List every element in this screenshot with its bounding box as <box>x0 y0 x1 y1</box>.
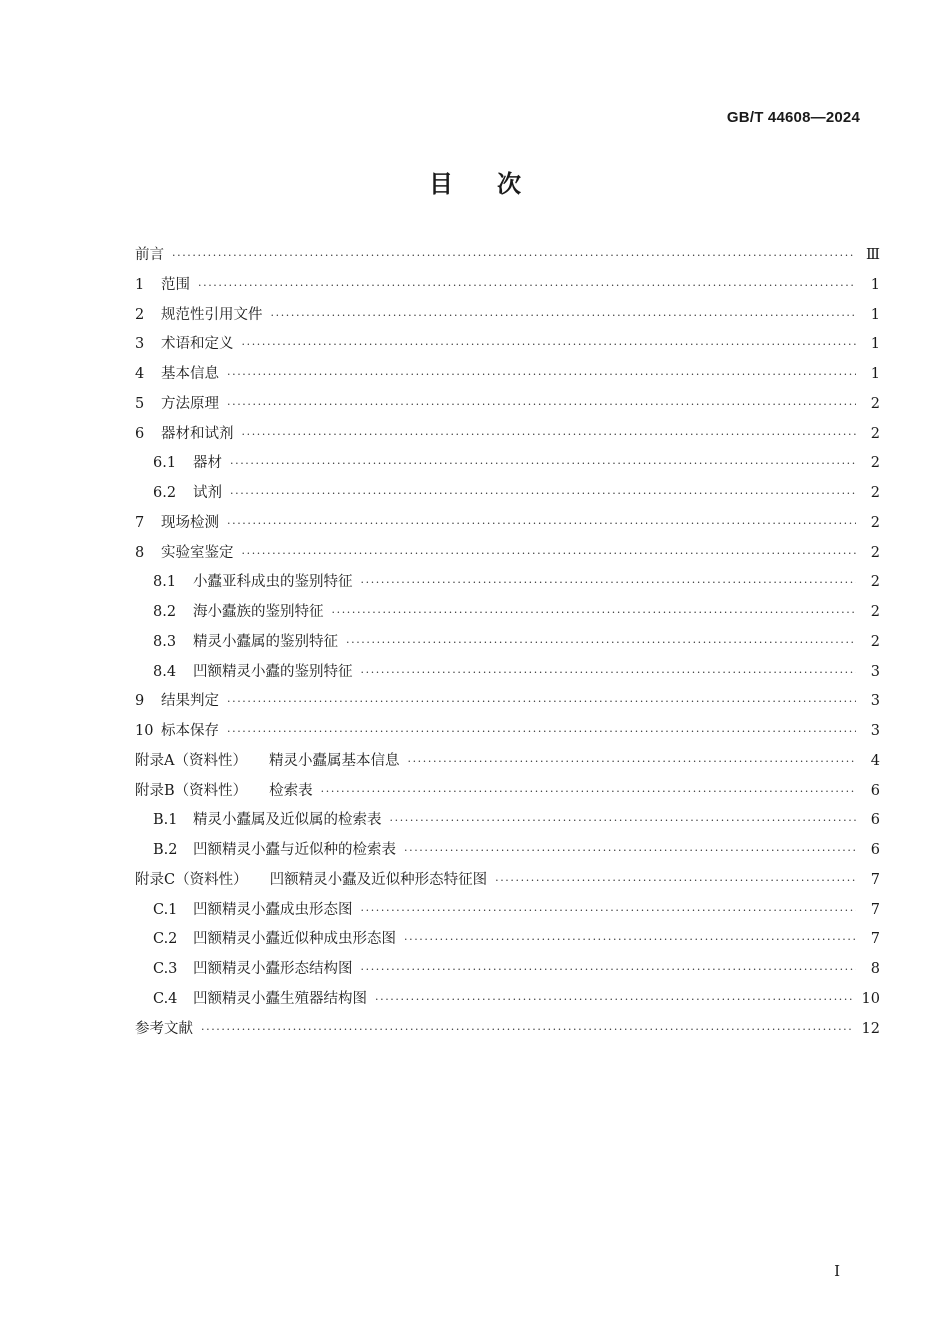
toc-entry-page: 6 <box>870 782 880 799</box>
toc-entry[interactable] <box>135 362 880 392</box>
toc-entry[interactable] <box>135 541 880 571</box>
toc-entry[interactable] <box>135 392 880 422</box>
toc-leader-dots <box>227 517 856 530</box>
toc-entry-page: 7 <box>870 901 880 918</box>
toc-entry-label: 小蠹亚科成虫的鉴别特征 <box>193 574 353 591</box>
toc-entry[interactable] <box>135 779 880 809</box>
toc-entry-label: 精灵小蠹属及近似属的检索表 <box>193 812 382 829</box>
toc-entry-number: B.1 <box>153 812 178 829</box>
toc-entry-label: 器材 <box>193 455 222 472</box>
toc-entry-page: 2 <box>870 395 880 412</box>
toc-entry-label: 实验室鉴定 <box>161 544 234 561</box>
toc-entry-number: 8.1 <box>153 574 177 591</box>
toc-leader-dots <box>227 398 856 411</box>
toc-entry[interactable] <box>135 303 880 333</box>
toc-leader-dots <box>201 1023 852 1036</box>
toc-entry[interactable] <box>135 749 880 779</box>
toc-leader-dots <box>375 993 852 1006</box>
toc-entry-number: C.3 <box>153 961 178 977</box>
toc-entry[interactable] <box>135 927 880 957</box>
toc-leader-dots <box>198 279 856 292</box>
toc-leader-dots <box>230 487 856 500</box>
toc-entry-label: 凹额精灵小蠹及近似种形态特征图 <box>269 871 488 888</box>
toc-entry[interactable] <box>135 273 880 303</box>
toc-entry-page: 4 <box>870 752 880 769</box>
toc-entry[interactable] <box>135 957 880 987</box>
toc-entry-label: 凹额精灵小蠹生殖器结构图 <box>193 990 367 1007</box>
toc-entry-number: 8.4 <box>153 663 177 680</box>
toc-entry-label: 凹额精灵小蠹的鉴别特征 <box>193 663 353 680</box>
toc-entry-page: 10 <box>861 990 880 1007</box>
toc-entry[interactable] <box>135 660 880 690</box>
toc-entry-label: 试剂 <box>193 485 222 501</box>
toc-entry-page: 2 <box>870 485 880 501</box>
toc-entry-label: 海小蠹族的鉴别特征 <box>193 604 324 620</box>
toc-entry-number: 4 <box>135 366 145 382</box>
toc-leader-dots <box>230 457 856 470</box>
toc-entry[interactable] <box>135 689 880 719</box>
toc-entry[interactable] <box>135 719 880 749</box>
toc-entry-number: 2 <box>135 306 145 323</box>
toc-entry-number: B.2 <box>153 842 178 858</box>
toc-entry-label: 前言 <box>135 247 164 263</box>
toc-entry-page: 1 <box>870 276 880 293</box>
toc-entry-page: 6 <box>870 812 880 829</box>
toc-entry[interactable] <box>135 987 880 1017</box>
toc-leader-dots <box>361 576 857 589</box>
toc-leader-dots <box>332 606 857 619</box>
toc-entry-page: 2 <box>870 633 880 650</box>
toc-entry-number: C.4 <box>153 990 178 1007</box>
toc-entry-page: 2 <box>870 455 880 472</box>
toc-entry-number: 9 <box>135 693 145 710</box>
toc-leader-dots <box>361 963 857 976</box>
toc-leader-dots <box>407 755 856 768</box>
toc-entry-page: 8 <box>870 961 880 977</box>
toc-leader-dots <box>227 695 856 708</box>
toc-entry[interactable] <box>135 808 880 838</box>
toc-entry-page: 2 <box>870 514 880 531</box>
toc-entry-number: 8 <box>135 544 145 561</box>
table-of-contents <box>135 243 880 1046</box>
toc-entry[interactable] <box>135 838 880 868</box>
toc-leader-dots <box>361 666 857 679</box>
toc-entry-page: 2 <box>870 544 880 561</box>
toc-entry-number: 1 <box>135 276 145 293</box>
toc-entry-label: 器材和试剂 <box>161 425 234 442</box>
toc-leader-dots <box>404 844 856 857</box>
toc-entry-page: 3 <box>870 693 880 710</box>
toc-entry-label: 基本信息 <box>161 366 219 382</box>
toc-leader-dots <box>227 368 856 381</box>
toc-entry-label: 规范性引用文件 <box>161 306 263 323</box>
toc-entry[interactable] <box>135 1017 880 1047</box>
page-title: 目次 <box>429 170 565 198</box>
toc-entry-number: 附录A（资料性） <box>135 752 247 769</box>
toc-leader-dots <box>242 428 857 441</box>
toc-entry-number: C.1 <box>153 901 178 918</box>
toc-leader-dots <box>404 933 856 946</box>
toc-entry-page: Ⅲ <box>866 247 880 263</box>
toc-entry[interactable] <box>135 511 880 541</box>
toc-entry[interactable] <box>135 630 880 660</box>
toc-entry-page: 3 <box>870 663 880 680</box>
toc-entry[interactable] <box>135 243 880 273</box>
toc-entry-number: 6 <box>135 425 145 442</box>
toc-entry[interactable] <box>135 422 880 452</box>
toc-entry-page: 3 <box>870 723 880 739</box>
toc-entry-page: 1 <box>870 306 880 323</box>
toc-entry-page: 2 <box>870 604 880 620</box>
toc-entry[interactable] <box>135 898 880 928</box>
toc-entry-number: 5 <box>135 395 145 412</box>
toc-entry-label: 标本保存 <box>161 723 219 739</box>
toc-entry[interactable] <box>135 332 880 362</box>
toc-entry-label: 术语和定义 <box>161 336 234 353</box>
toc-entry[interactable] <box>135 451 880 481</box>
toc-entry-label: 凹额精灵小蠹与近似种的检索表 <box>193 842 396 858</box>
toc-entry-label: 范围 <box>161 276 190 293</box>
toc-entry-number: 10 <box>135 723 154 739</box>
page-number: I <box>834 1262 840 1280</box>
toc-leader-dots <box>495 874 856 887</box>
toc-entry-label: 现场检测 <box>161 514 219 531</box>
toc-entry[interactable] <box>135 868 880 898</box>
toc-entry-page: 7 <box>870 871 880 888</box>
toc-entry-page: 7 <box>870 931 880 948</box>
toc-entry-label: 方法原理 <box>161 395 219 412</box>
toc-entry-page: 6 <box>870 842 880 858</box>
toc-entry-page: 12 <box>861 1020 880 1037</box>
toc-entry[interactable] <box>135 570 880 600</box>
toc-entry-label: 结果判定 <box>161 693 219 710</box>
toc-leader-dots <box>172 249 856 262</box>
toc-entry-label: 凹额精灵小蠹近似种成虫形态图 <box>193 931 396 948</box>
toc-entry-number: 3 <box>135 336 145 353</box>
toc-entry-label: 凹额精灵小蠹形态结构图 <box>193 961 353 977</box>
toc-entry-number: 8.2 <box>153 604 177 620</box>
toc-leader-dots <box>242 338 857 351</box>
toc-entry-number: 6.1 <box>153 455 177 472</box>
toc-entry-page: 1 <box>870 336 880 353</box>
toc-entry-label: 精灵小蠹属的鉴别特征 <box>193 633 338 650</box>
toc-entry[interactable] <box>135 600 880 630</box>
toc-entry-number: 附录C（资料性） <box>135 871 248 888</box>
toc-entry-number: 6.2 <box>153 485 177 501</box>
toc-leader-dots <box>346 636 856 649</box>
toc-entry-label: 检索表 <box>269 782 313 799</box>
toc-entry-label: 参考文献 <box>135 1020 193 1037</box>
toc-entry-page: 1 <box>870 366 880 382</box>
toc-leader-dots <box>242 547 857 560</box>
toc-entry-number: 7 <box>135 514 145 531</box>
toc-entry-label: 凹额精灵小蠹成虫形态图 <box>193 901 353 918</box>
toc-entry-label: 精灵小蠹属基本信息 <box>268 752 400 769</box>
toc-entry-page: 2 <box>870 425 880 442</box>
toc-entry-number: 8.3 <box>153 633 177 650</box>
toc-leader-dots <box>361 904 857 917</box>
toc-entry-number: 附录B（资料性） <box>135 782 248 799</box>
toc-leader-dots <box>321 785 856 798</box>
toc-entry-page: 2 <box>870 574 880 591</box>
toc-entry[interactable] <box>135 481 880 511</box>
toc-leader-dots <box>271 309 857 322</box>
toc-entry-number: C.2 <box>153 931 178 948</box>
toc-leader-dots <box>390 814 857 827</box>
standard-number: GB/T 44608—2024 <box>726 109 860 126</box>
toc-leader-dots <box>227 725 856 738</box>
